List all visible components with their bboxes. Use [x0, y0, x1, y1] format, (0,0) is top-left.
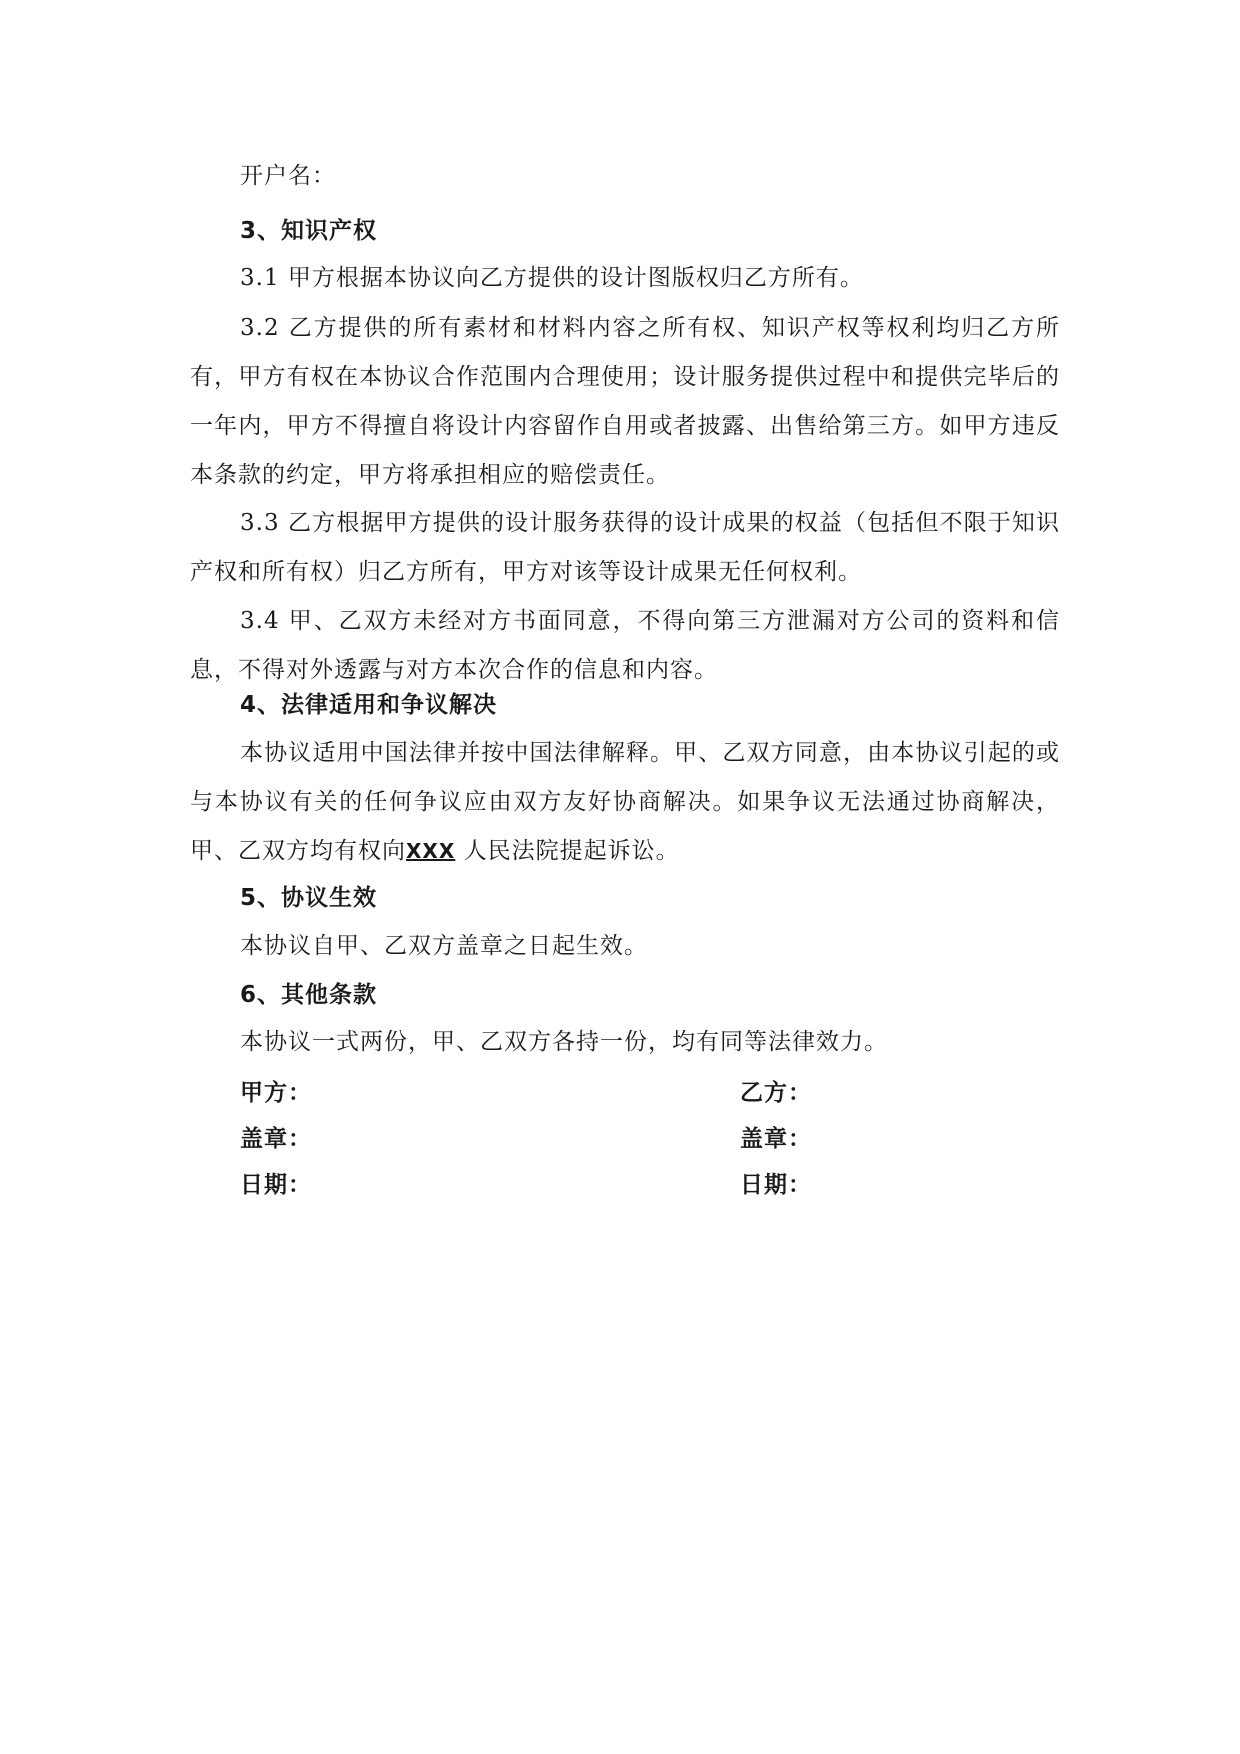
ip-clause-3: 3.3 乙方根据甲方提供的设计服务获得的设计成果的权益（包括但不限于知识产权和所有权）归乙方所有，甲方对该等设计成果无任何权利。	[190, 510, 1060, 585]
date-b-label: 日期：	[740, 1172, 812, 1198]
account-name-line: 开户名：	[240, 163, 336, 189]
party-a-label: 甲方：	[240, 1080, 312, 1106]
ip-clause-2: 3.2 乙方提供的所有素材和材料内容之所有权、知识产权等权利均归乙方所有，甲方有权在本协议合作范围内合理使用；设计服务提供过程中和提供完毕后的一年内，甲方不得擅自将设计内容留作自用或者披露、出售给第三方。如甲方违反本条款的约定，甲方将承担相应的赔偿责任。	[190, 315, 1060, 488]
other-clause: 本协议一式两份，甲、乙双方各持一份，均有同等法律效力。	[240, 1029, 888, 1055]
ip-clause-1: 3.1 甲方根据本协议向乙方提供的设计图版权归乙方所有。	[240, 265, 864, 291]
section-title-other: 6、其他条款	[240, 982, 378, 1008]
ip-clause-4: 3.4 甲、乙双方未经对方书面同意，不得向第三方泄漏对方公司的资料和信息，不得对外透露与对方本次合作的信息和内容。	[190, 608, 1060, 683]
party-b-label: 乙方：	[740, 1080, 812, 1106]
section-title-ip: 3、知识产权	[240, 218, 378, 244]
law-clause-text: 本协议适用中国法律并按中国法律解释。甲、乙双方同意，由本协议引起的或与本协议有关的任何争议应由双方友好协商解决。如果争议无法通过协商解决，甲、乙双方均有权向	[190, 740, 1060, 864]
law-clause	[190, 729, 1060, 876]
court-name: XXX	[406, 839, 456, 863]
seal-a-label: 盖章：	[240, 1126, 312, 1152]
section-title-effect: 5、协议生效	[240, 885, 378, 911]
seal-b-label: 盖章：	[740, 1126, 812, 1152]
effect-clause: 本协议自甲、乙双方盖章之日起生效。	[240, 933, 648, 959]
date-a-label: 日期：	[240, 1172, 312, 1198]
section-title-law: 4、法律适用和争议解决	[240, 692, 498, 718]
law-clause-tail: 人民法院提起诉讼。	[455, 838, 680, 864]
